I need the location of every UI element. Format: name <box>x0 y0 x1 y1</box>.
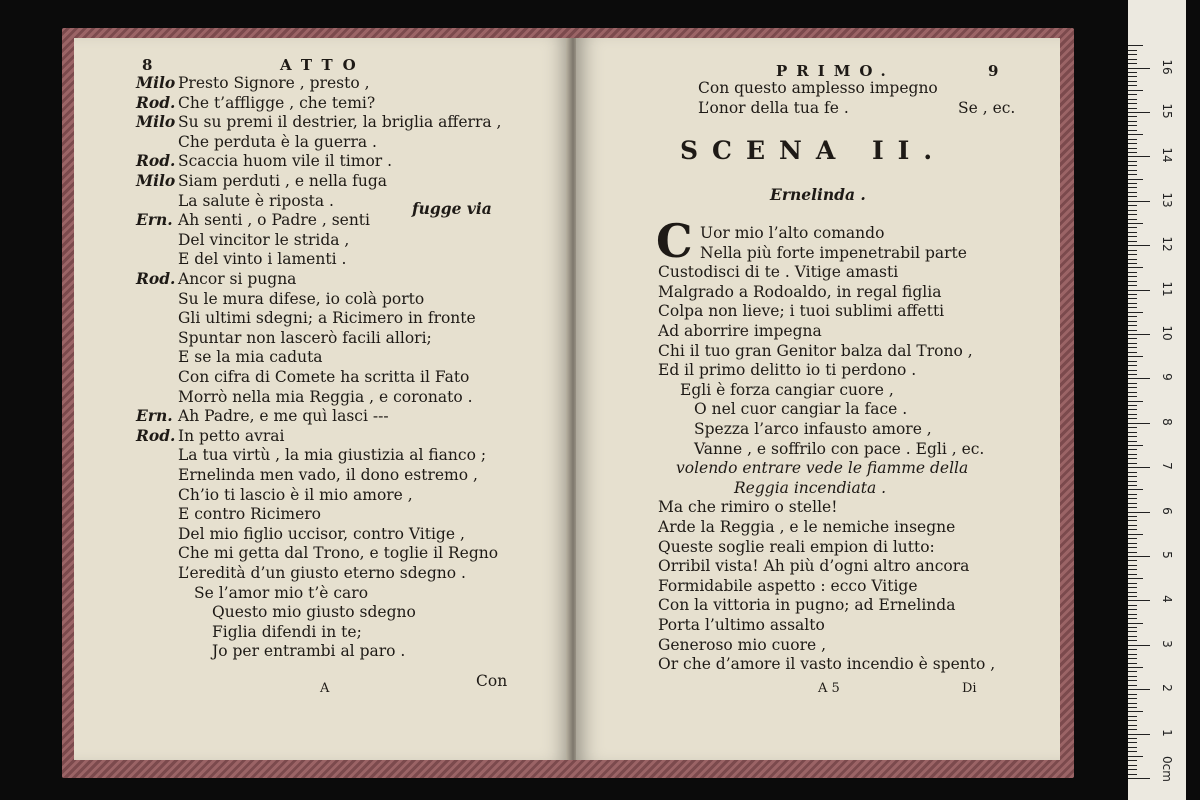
ruler-tick <box>1128 112 1150 113</box>
ruler-tick <box>1128 352 1137 353</box>
ruler-tick <box>1128 281 1137 282</box>
speaker-label: Rod. <box>136 92 176 112</box>
top-refrain: Se , ec. <box>958 99 1016 117</box>
verse-line: Se l’amor mio t’è caro <box>194 583 369 602</box>
ruler-tick <box>1128 347 1137 348</box>
ruler-tick <box>1128 609 1137 610</box>
ruler-tick <box>1128 214 1137 215</box>
catchword-left: Con <box>476 672 508 690</box>
ruler-tick <box>1128 534 1143 535</box>
ruler-tick <box>1128 68 1150 69</box>
verse-line: La salute è riposta . <box>178 191 334 210</box>
ruler-tick <box>1128 720 1137 721</box>
verse-line: Spuntar non lascerò facili allori; <box>178 328 432 347</box>
ruler-tick <box>1128 738 1137 739</box>
verse-line: Morrò nella mia Reggia , e coronato . <box>178 387 473 406</box>
ruler-tick <box>1128 427 1137 428</box>
verse-line: Or che d’amore il vasto incendio è spento , <box>658 655 996 674</box>
ruler-tick <box>1128 654 1137 655</box>
verse-line: Che perduta è la guerra . <box>178 132 377 151</box>
ruler-tick <box>1128 205 1137 206</box>
ruler-tick <box>1128 192 1137 193</box>
ruler-tick <box>1128 734 1150 735</box>
verse-line: Del mio figlio uccisor, contro Vitige , <box>178 524 465 543</box>
ruler-tick <box>1128 174 1137 175</box>
ruler-label: 12 <box>1160 236 1174 252</box>
verse-line: Egli è forza cangiar cuore , <box>680 380 894 399</box>
verse-line: Su su premi il destrier, la briglia afferra , <box>178 113 502 132</box>
ruler-tick <box>1128 405 1137 406</box>
running-head-left: ATTO <box>280 56 366 74</box>
verse-line: Ernelinda men vado, il dono estremo , <box>178 466 478 484</box>
verse-line: La tua virtù , la mia giustizia al fianco ; <box>178 446 487 465</box>
ruler-tick <box>1128 361 1137 362</box>
ruler-tick <box>1128 276 1137 277</box>
ruler-tick <box>1128 196 1137 197</box>
ruler-tick <box>1128 538 1137 539</box>
ruler-tick <box>1128 441 1137 442</box>
ruler-label: 13 <box>1160 192 1174 208</box>
ruler-tick <box>1128 316 1137 317</box>
ruler-label: 2 <box>1160 684 1174 692</box>
ruler-label: 3 <box>1160 639 1174 648</box>
ruler-tick <box>1128 334 1150 335</box>
ruler-tick <box>1128 698 1137 699</box>
ruler-tick <box>1128 489 1143 490</box>
right-page <box>576 38 1060 760</box>
ruler-tick <box>1128 183 1137 184</box>
verse-line: Questo mio giusto sdegno <box>212 603 416 622</box>
ruler-tick <box>1128 640 1137 641</box>
verse-line: Gli ultimi sdegni; a Ricimero in fronte <box>178 309 476 328</box>
ruler-tick <box>1128 392 1137 393</box>
ruler-label: 11 <box>1160 280 1174 297</box>
speaker-label: Milo <box>136 171 176 190</box>
ruler-tick <box>1128 223 1143 224</box>
verse-line: Formidabile aspetto : ecco Vitige <box>658 576 918 595</box>
verse-line: Su le mura difese, io colà porto <box>178 289 425 308</box>
ruler-tick <box>1128 152 1137 153</box>
ruler-label: 10 <box>1160 325 1174 341</box>
ruler-tick <box>1128 116 1137 117</box>
ruler-tick <box>1128 667 1143 668</box>
ruler-label: 0cm <box>1160 756 1174 782</box>
ruler-tick <box>1128 742 1137 743</box>
ruler-tick <box>1128 636 1137 637</box>
ruler-tick <box>1128 476 1137 477</box>
page-number-right: 9 <box>988 62 1005 80</box>
top-line-2: L’onor della tua fe . <box>698 99 849 117</box>
ruler-tick <box>1128 472 1137 473</box>
ruler-tick <box>1128 325 1137 326</box>
ruler-tick <box>1128 125 1137 126</box>
ruler-tick <box>1128 689 1150 690</box>
ruler-tick <box>1128 716 1137 717</box>
verse-line: Ma che rimiro o stelle! <box>658 498 838 517</box>
ruler-tick <box>1128 703 1137 704</box>
ruler-tick <box>1128 605 1137 606</box>
verse-line: Con cifra di Comete ha scritta il Fato <box>178 368 470 386</box>
ruler-label: 16 <box>1160 58 1174 75</box>
ruler-label: 8 <box>1160 417 1174 426</box>
verse-line: Ah Padre, e me quì lasci --- <box>178 407 389 426</box>
ruler-tick <box>1128 458 1137 459</box>
verse-line: Ah senti , o Padre , senti <box>178 211 370 230</box>
ruler-tick <box>1128 219 1137 220</box>
verse-line: Generoso mio cuore , <box>658 635 827 654</box>
verse-line: E se la mia caduta <box>178 348 323 367</box>
drop-cap: C <box>656 214 693 268</box>
ruler-tick <box>1128 187 1137 188</box>
verse-line: Ch’io ti lascio è il mio amore , <box>178 485 413 504</box>
character-name: Ernelinda . <box>770 185 866 204</box>
ruler-tick <box>1128 76 1137 77</box>
ruler-tick <box>1128 170 1137 171</box>
ruler-tick <box>1128 72 1137 73</box>
ruler-tick <box>1128 130 1137 131</box>
ruler-tick <box>1128 663 1137 664</box>
speaker-label: Milo <box>136 73 176 92</box>
ruler-tick <box>1128 401 1143 402</box>
ruler-label: 7 <box>1160 462 1174 470</box>
left-page <box>74 38 570 760</box>
ruler-tick <box>1128 179 1143 180</box>
speaker-label: Rod. <box>136 151 176 171</box>
ruler-tick <box>1128 134 1143 135</box>
ruler-tick <box>1128 725 1137 726</box>
ruler-label: 15 <box>1160 103 1174 119</box>
verse-line: Arde la Reggia , e le nemiche insegne <box>658 518 956 536</box>
ruler-tick <box>1128 529 1137 530</box>
ruler-tick <box>1128 81 1137 82</box>
ruler-tick <box>1128 263 1137 264</box>
ruler-tick <box>1128 760 1137 761</box>
ruler-tick <box>1128 343 1137 344</box>
ruler-tick <box>1128 600 1150 601</box>
speaker-label: Milo <box>136 112 176 132</box>
ruler-tick <box>1128 201 1150 202</box>
ruler-tick <box>1128 685 1137 686</box>
ruler-tick <box>1128 396 1137 397</box>
ruler-tick <box>1128 54 1137 55</box>
ruler-tick <box>1128 63 1137 64</box>
verse-line: Orribil vista! Ah più d’ogni altro ancora <box>658 557 970 576</box>
ruler-tick <box>1128 520 1137 521</box>
ruler-tick <box>1128 623 1143 624</box>
verse-line: Nella più forte impenetrabil parte <box>700 243 967 262</box>
measurement-ruler <box>1128 0 1186 800</box>
ruler-tick <box>1128 232 1137 233</box>
ruler-label: 4 <box>1160 595 1174 604</box>
verse-line: volendo entrare vede le fiamme della <box>676 459 969 478</box>
signature-mark-right: A 5 <box>818 681 840 696</box>
ruler-tick <box>1128 294 1137 295</box>
ruler-tick <box>1128 165 1137 166</box>
ruler-tick <box>1128 259 1137 260</box>
ruler-tick <box>1128 307 1137 308</box>
ruler-tick <box>1128 658 1137 659</box>
ruler-tick <box>1128 330 1137 331</box>
stage-direction: fugge via <box>412 199 492 218</box>
ruler-tick <box>1128 631 1137 632</box>
ruler-tick <box>1128 245 1150 246</box>
ruler-tick <box>1128 298 1137 299</box>
ruler-label: 6 <box>1160 506 1174 515</box>
ruler-tick <box>1128 374 1137 375</box>
ruler-tick <box>1128 409 1137 410</box>
ruler-tick <box>1128 711 1143 712</box>
verse-line: Malgrado a Rodoaldo, in regal figlia <box>658 282 942 301</box>
verse-line: Reggia incendiata . <box>734 478 887 497</box>
verse-line: Ancor si pugna <box>178 270 297 288</box>
ruler-tick <box>1128 85 1137 86</box>
ruler-tick <box>1128 627 1137 628</box>
verse-line: Con la vittoria in pugno; ad Ernelinda <box>658 596 956 615</box>
ruler-tick <box>1128 94 1137 95</box>
ruler-label: 14 <box>1160 147 1174 164</box>
ruler-tick <box>1128 121 1137 122</box>
verse-line: Spezza l’arco infausto amore , <box>694 420 932 438</box>
ruler-tick <box>1128 356 1143 357</box>
ruler-tick <box>1128 290 1150 291</box>
ruler-tick <box>1128 507 1137 508</box>
ruler-tick <box>1128 765 1137 766</box>
ruler-tick <box>1128 574 1137 575</box>
ruler-tick <box>1128 671 1137 672</box>
verse-line: Figlia difendi in te; <box>212 622 362 641</box>
ruler-tick <box>1128 161 1137 162</box>
ruler-tick <box>1128 525 1137 526</box>
ruler-tick <box>1128 596 1137 597</box>
ruler-tick <box>1128 503 1137 504</box>
ruler-tick <box>1128 254 1137 255</box>
page-number-left: 8 <box>142 56 159 74</box>
verse-line: Colpa non lieve; i tuoi sublimi affetti <box>658 302 945 321</box>
ruler-tick <box>1128 365 1137 366</box>
verse-line: In petto avrai <box>178 426 285 445</box>
ruler-tick <box>1128 592 1137 593</box>
ruler-tick <box>1128 59 1137 60</box>
ruler-tick <box>1128 556 1150 557</box>
verse-line: Siam perduti , e nella fuga <box>178 172 388 190</box>
ruler-label: 1 <box>1160 728 1174 737</box>
ruler-label: 5 <box>1160 551 1174 559</box>
ruler-tick <box>1128 729 1137 730</box>
speaker-label: Ern. <box>136 210 173 230</box>
ruler-tick <box>1128 272 1137 273</box>
scene-title: SCENA II. <box>680 136 947 165</box>
ruler-tick <box>1128 432 1137 433</box>
verse-line: Presto Signore , presto , <box>178 74 370 92</box>
ruler-tick <box>1128 756 1143 757</box>
ruler-label: 9 <box>1160 373 1174 382</box>
speaker-label: Rod. <box>136 269 176 288</box>
ruler-tick <box>1128 583 1137 584</box>
ruler-tick <box>1128 547 1137 548</box>
ruler-tick <box>1128 618 1137 619</box>
running-head-right: PRIMO. <box>776 62 895 80</box>
ruler-tick <box>1128 454 1137 455</box>
signature-mark-left: A <box>320 681 330 696</box>
ruler-tick <box>1128 241 1137 242</box>
ruler-tick <box>1128 707 1137 708</box>
verse-line: Queste soglie reali empion di lutto: <box>658 537 935 556</box>
ruler-tick <box>1128 139 1137 140</box>
ruler-tick <box>1128 99 1137 100</box>
ruler-tick <box>1128 103 1137 104</box>
ruler-tick <box>1128 494 1137 495</box>
speaker-label: Rod. <box>136 425 176 445</box>
ruler-tick <box>1128 578 1143 579</box>
verse-line: Che t’affligge , che temi? <box>178 93 376 112</box>
ruler-tick <box>1128 676 1137 677</box>
verse-line: L’eredità d’un giusto eterno sdegno . <box>178 564 466 582</box>
verse-line: Ad aborrire impegna <box>658 322 822 340</box>
ruler-tick <box>1128 90 1143 91</box>
verse-line: Del vincitor le strida , <box>178 230 350 249</box>
ruler-tick <box>1128 552 1137 553</box>
ruler-tick <box>1128 649 1137 650</box>
top-line-1: Con questo amplesso impegno <box>698 79 938 97</box>
ruler-tick <box>1128 560 1137 561</box>
ruler-tick <box>1128 543 1137 544</box>
verse-line: Porta l’ultimo assalto <box>658 616 825 634</box>
verse-line: Scaccia huom vile il timor . <box>178 152 393 171</box>
verse-line: E del vinto i lamenti . <box>178 250 347 269</box>
verse-line: Che mi getta dal Trono, e toglie il Regno <box>178 544 499 563</box>
ruler-tick <box>1128 498 1137 499</box>
ruler-tick <box>1128 747 1137 748</box>
verse-line: Uor mio l’alto comando <box>700 224 885 242</box>
ruler-tick <box>1128 694 1137 695</box>
ruler-tick <box>1128 778 1150 779</box>
ruler-tick <box>1128 45 1143 46</box>
ruler-tick <box>1128 463 1137 464</box>
verse-line: Chi il tuo gran Genitor balza dal Trono , <box>658 341 973 360</box>
ruler-tick <box>1128 236 1137 237</box>
ruler-tick <box>1128 285 1137 286</box>
ruler-tick <box>1128 751 1137 752</box>
ruler-tick <box>1128 370 1137 371</box>
ruler-tick <box>1128 512 1150 513</box>
ruler-tick <box>1128 467 1150 468</box>
verse-line: Custodisci di te . Vitige amasti <box>658 263 899 282</box>
ruler-tick <box>1128 227 1137 228</box>
ruler-tick <box>1128 769 1137 770</box>
ruler-tick <box>1128 210 1137 211</box>
ruler-tick <box>1128 414 1137 415</box>
ruler-tick <box>1128 108 1137 109</box>
ruler-tick <box>1128 338 1137 339</box>
verse-line: O nel cuor cangiar la face . <box>694 400 908 419</box>
ruler-tick <box>1128 312 1143 313</box>
speaker-label: Ern. <box>136 406 173 426</box>
ruler-tick <box>1128 387 1137 388</box>
ruler-tick <box>1128 774 1137 775</box>
catchword-right: Di <box>962 681 977 696</box>
verse-line: E contro Ricimero <box>178 505 322 524</box>
ruler-tick <box>1128 481 1137 482</box>
verse-line: Jo per entrambi al paro . <box>212 642 406 661</box>
ruler-tick <box>1128 587 1137 588</box>
ruler-tick <box>1128 250 1137 251</box>
ruler-tick <box>1128 565 1137 566</box>
ruler-tick <box>1128 148 1137 149</box>
ruler-tick <box>1128 445 1143 446</box>
ruler-tick <box>1128 516 1137 517</box>
ruler-tick <box>1128 436 1137 437</box>
verse-line: Ed il primo delitto io ti perdono . <box>658 361 917 380</box>
ruler-tick <box>1128 485 1137 486</box>
ruler-tick <box>1128 143 1137 144</box>
ruler-tick <box>1128 680 1137 681</box>
ruler-tick <box>1128 378 1150 379</box>
ruler-tick <box>1128 156 1150 157</box>
ruler-tick <box>1128 423 1150 424</box>
ruler-tick <box>1128 267 1143 268</box>
ruler-tick <box>1128 303 1137 304</box>
ruler-tick <box>1128 418 1137 419</box>
ruler-tick <box>1128 321 1137 322</box>
ruler-tick <box>1128 614 1137 615</box>
verse-line: Vanne , e soffrilo con pace . Egli , ec. <box>694 439 985 458</box>
ruler-tick <box>1128 383 1137 384</box>
ruler-tick <box>1128 645 1150 646</box>
ruler-tick <box>1128 50 1137 51</box>
ruler-tick <box>1128 449 1137 450</box>
ruler-tick <box>1128 569 1137 570</box>
